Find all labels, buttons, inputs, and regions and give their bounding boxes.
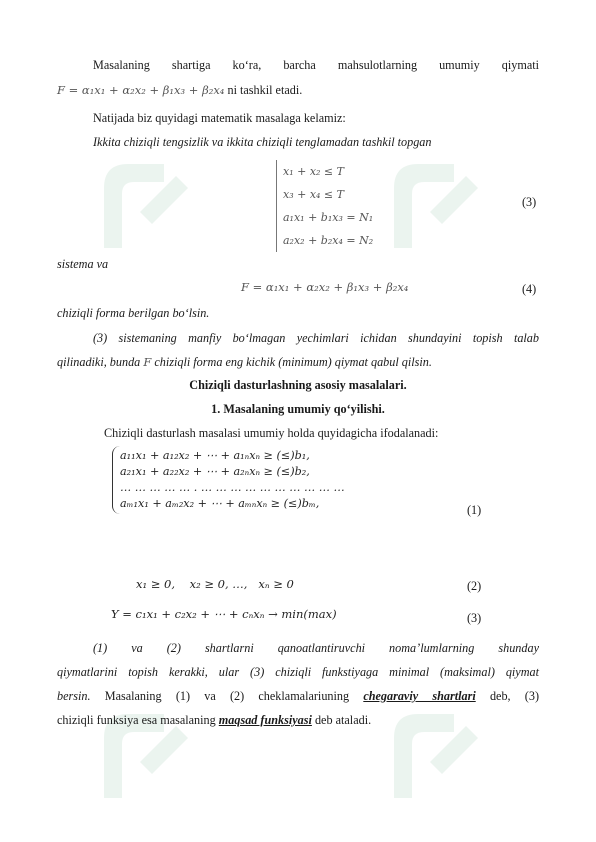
- inline-text: deb, (3): [489, 689, 540, 703]
- paragraph-2: Natijada biz quyidagi matematik masalaga kelamiz:: [93, 111, 346, 125]
- paragraph-4: chiziqli forma berilgan bo‘lsin.: [57, 306, 210, 320]
- equation-row: x₁ + x₂ ≤ T: [283, 165, 344, 178]
- inline-text: chiziqli funksiya esa masalaning: [57, 713, 216, 727]
- paragraph-6: Chiziqli dasturlash masalasi umumiy holda quyidagicha ifodalanadi:: [104, 426, 439, 440]
- section-heading: Chiziqli dasturlashning asosiy masalalari.: [189, 378, 407, 392]
- inline-text: chiziqli forma eng kichik (minimum) qiymat qabul qilsin.: [154, 355, 432, 369]
- equation-number: (2): [467, 579, 482, 593]
- equation-row: a₂₁x₁ + a₂₂x₂ + ⋯ + a₂ₙxₙ ≥ (≤)b₂,: [120, 465, 310, 478]
- inline-text: deb ataladi.: [314, 713, 372, 727]
- paragraph-5-line-1: (3) sistemaning manfiy bo‘lmagan yechimlari ichidan shundayini topish talab: [93, 331, 539, 345]
- paragraph-1: Masalaning shartiga ko‘ra, barcha mahsulotlarning umumiy qiymati: [93, 58, 539, 72]
- objective-function: Y = c₁x₁ + c₂x₂ + ⋯ + cₙxₙ → min(max): [111, 607, 337, 621]
- watermark-logo: [80, 690, 200, 810]
- equation-number: (3): [467, 611, 482, 625]
- formula-4: F = α₁x₁ + α₂x₂ + β₁x₃ + β₂x₄: [241, 280, 409, 294]
- equation-row: a₁x₁ + b₁x₃ = N₁: [283, 211, 374, 224]
- equation-row: aₘ₁x₁ + aₘ₂x₂ + ⋯ + aₘₙxₙ ≥ (≤)bₘ,: [120, 497, 320, 510]
- term-maqsad-funksiyasi: maqsad funksiyasi: [218, 713, 312, 727]
- equation-number: (3): [522, 195, 537, 209]
- paragraph-7-line-3: [57, 689, 539, 704]
- equation-row: … … … … … . … … … … … … … … … …: [120, 481, 345, 494]
- paragraph-3: Ikkita chiziqli tengsizlik va ikkita chiziqli tenglamadan tashkil topgan: [93, 135, 432, 149]
- equation-system-3: [276, 160, 373, 252]
- paragraph-7-line-1: (1) va (2) shartlarni qanoatlantiruvchi noma’lumlarning shunday: [93, 641, 539, 655]
- watermark-logo: [370, 140, 490, 260]
- subsection-heading: 1. Masalaning umumiy qo‘yilishi.: [211, 402, 385, 416]
- term-chegaraviy-shartlari: chegaraviy shartlari: [363, 689, 476, 703]
- nonnegativity-constraints: x₁ ≥ 0, x₂ ≥ 0, …, xₙ ≥ 0: [136, 577, 294, 591]
- paragraph-7-line-2: qiymatlarini topish kerakki, ular (3) chiziqli funkstiyaga minimal (maksimal) qiymat: [57, 665, 539, 679]
- watermark-logo: [80, 140, 200, 260]
- equation-system-1: [112, 448, 345, 512]
- inline-text: Masalaning (1) va (2) cheklamalariuning: [104, 689, 350, 703]
- paragraph-1-formula-line: [57, 83, 539, 98]
- watermark-logo: [370, 690, 490, 810]
- equation-row: a₂x₂ + b₂x₄ = N₂: [283, 234, 374, 247]
- inline-text: qilinadiki, bunda: [57, 355, 141, 369]
- inline-formula: F: [143, 355, 152, 369]
- inline-text: bersin.: [57, 689, 91, 703]
- inline-text: ni tashkil etadi.: [227, 83, 303, 97]
- sistema-va-text: sistema va: [57, 257, 109, 271]
- paragraph-7-line-4: [57, 713, 539, 728]
- paragraph-5-line-2: [57, 355, 539, 370]
- equation-row: x₃ + x₄ ≤ T: [283, 188, 344, 201]
- equation-number: (4): [522, 282, 537, 296]
- equation-row: a₁₁x₁ + a₁₂x₂ + ⋯ + a₁ₙxₙ ≥ (≤)b₁,: [120, 449, 310, 462]
- inline-formula: F = α₁x₁ + α₂x₂ + β₁x₃ + β₂x₄: [57, 83, 225, 97]
- equation-number: (1): [467, 503, 482, 517]
